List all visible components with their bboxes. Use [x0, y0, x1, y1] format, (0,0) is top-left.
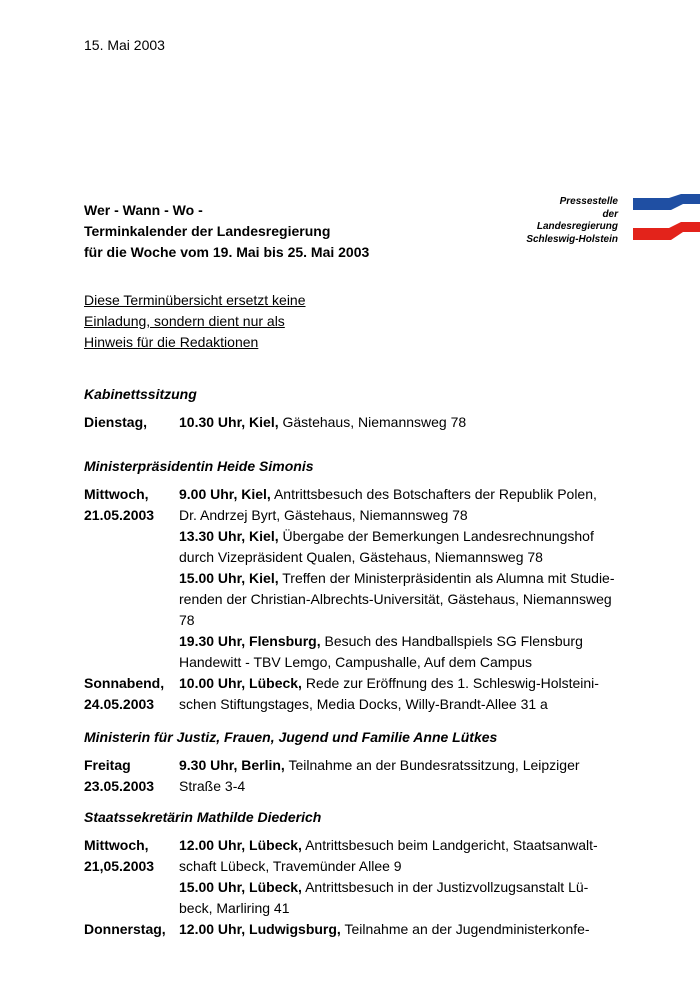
entry-time-place: 15.00 Uhr, Kiel,: [179, 570, 279, 586]
entry-line: [179, 526, 634, 547]
appointment-row: [84, 835, 644, 919]
entry-line: [179, 755, 634, 776]
entry-text: 78: [179, 612, 195, 628]
entry-line: [179, 547, 634, 568]
day-line: 24.05.2003: [84, 696, 155, 712]
entry-text: Gästehaus, Niemannsweg 78: [278, 414, 467, 430]
appointment-day: [84, 755, 179, 797]
day-line: Donnerstag,: [84, 921, 166, 937]
entry-time-place: 10.00 Uhr, Lübeck,: [179, 675, 302, 691]
title-line: für die Woche vom 19. Mai bis 25. Mai 2003: [84, 244, 370, 260]
appointment-day: [84, 484, 179, 526]
appointment-day: [84, 673, 179, 715]
appointment-row: [84, 412, 644, 433]
entry-line: [179, 835, 634, 856]
entry-time-place: 9.00 Uhr, Kiel,: [179, 486, 271, 502]
appointment-entries: [179, 412, 634, 433]
appointment-day: [84, 412, 179, 433]
flag-blue-stripe: [633, 194, 700, 210]
entry-time-place: 19.30 Uhr, Flensburg,: [179, 633, 321, 649]
entry-text: schen Stiftungstages, Media Docks, Willy-Brandt-Allee 31 a: [179, 696, 548, 712]
entry-text: Antrittsbesuch des Botschafters der Republik Polen,: [270, 486, 597, 502]
section-heading: Kabinettssitzung: [84, 386, 197, 402]
entry-line: [179, 694, 634, 715]
entry-time-place: 10.30 Uhr, Kiel,: [179, 414, 279, 430]
entry-text: Rede zur Eröffnung des 1. Schleswig-Holsteini-: [301, 675, 599, 691]
entry-text: Antrittsbesuch beim Landgericht, Staatsanwalt-: [301, 837, 598, 853]
appointment-entries: [179, 484, 634, 673]
document-date: 15. Mai 2003: [84, 37, 165, 53]
entry-text: renden der Christian-Albrechts-Universität, Gästehaus, Niemannsweg: [179, 591, 612, 607]
flag-red-stripe: [633, 222, 700, 240]
appointment-row: [84, 919, 644, 940]
entry-text: Teilnahme an der Jugendministerkonfe-: [340, 921, 590, 937]
entry-text: Teilnahme an der Bundesratssitzung, Leipziger: [284, 757, 580, 773]
entry-line: [179, 776, 634, 797]
entry-line: [179, 484, 634, 505]
entry-text: beck, Marliring 41: [179, 900, 290, 916]
appointment-row: [84, 673, 644, 715]
document-title: [84, 200, 369, 263]
section-heading: Staatssekretärin Mathilde Diederich: [84, 809, 322, 825]
appointment-entries: [179, 835, 634, 919]
entry-text: durch Vizepräsident Qualen, Gästehaus, Niemannsweg 78: [179, 549, 543, 565]
entry-line: [179, 589, 634, 610]
entry-line: [179, 856, 634, 877]
notice-line: Hinweis für die Redaktionen: [84, 334, 259, 350]
entry-line: [179, 673, 634, 694]
day-line: Dienstag,: [84, 414, 148, 430]
entry-line: [179, 919, 634, 940]
entry-line: [179, 652, 634, 673]
entry-time-place: 13.30 Uhr, Kiel,: [179, 528, 279, 544]
day-line: Sonnabend,: [84, 675, 165, 691]
state-flag-logo: [633, 194, 700, 244]
day-line: 23.05.2003: [84, 778, 155, 794]
day-line: Mittwoch,: [84, 837, 149, 853]
appointment-entries: [179, 919, 634, 940]
entry-text: schaft Lübeck, Travemünder Allee 9: [179, 858, 402, 874]
entry-line: [179, 568, 634, 589]
appointment-day: [84, 835, 179, 877]
day-line: Freitag: [84, 757, 131, 773]
appointment-row: [84, 755, 644, 797]
section-heading: Ministerin für Justiz, Frauen, Jugend und Familie Anne Lütkes: [84, 729, 498, 745]
title-line: Wer - Wann - Wo -: [84, 202, 203, 218]
appointment-row: [84, 484, 644, 673]
press-office-label: [526, 196, 618, 246]
day-line: 21,05.2003: [84, 858, 155, 874]
section-heading: Ministerpräsidentin Heide Simonis: [84, 458, 314, 474]
entry-time-place: 12.00 Uhr, Lübeck,: [179, 837, 302, 853]
appointment-day: [84, 919, 179, 940]
entry-line: [179, 898, 634, 919]
notice-line: Einladung, sondern dient nur als: [84, 313, 285, 329]
entry-text: Besuch des Handballspiels SG Flensburg: [320, 633, 583, 649]
entry-line: [179, 631, 634, 652]
entry-text: Dr. Andrzej Byrt, Gästehaus, Niemannsweg 78: [179, 507, 468, 523]
entry-line: [179, 610, 634, 631]
day-line: Mittwoch,: [84, 486, 149, 502]
editorial-notice: [84, 290, 306, 353]
logo-line: Schleswig-Holstein: [526, 233, 618, 245]
entry-time-place: 9.30 Uhr, Berlin,: [179, 757, 285, 773]
entry-text: Übergabe der Bemerkungen Landesrechnungshof: [278, 528, 594, 544]
entry-time-place: 12.00 Uhr, Ludwigsburg,: [179, 921, 341, 937]
logo-line: Landesregierung: [536, 221, 618, 232]
day-line: 21.05.2003: [84, 507, 155, 523]
entry-text: Antrittsbesuch in der Justizvollzugsanstalt Lü-: [301, 879, 589, 895]
logo-line: der: [602, 208, 618, 220]
entry-text: Handewitt - TBV Lemgo, Campushalle, Auf dem Campus: [179, 654, 533, 670]
entry-text: Straße 3-4: [179, 778, 246, 794]
entry-line: [179, 412, 634, 433]
entry-line: [179, 505, 634, 526]
entry-text: Treffen der Ministerpräsidentin als Alumna mit Studie-: [278, 570, 615, 586]
logo-line: Pressestelle: [559, 196, 618, 207]
appointment-entries: [179, 755, 634, 797]
entry-line: [179, 877, 634, 898]
title-line: Terminkalender der Landesregierung: [84, 223, 331, 239]
appointment-entries: [179, 673, 634, 715]
entry-time-place: 15.00 Uhr, Lübeck,: [179, 879, 302, 895]
notice-line: Diese Terminübersicht ersetzt keine: [84, 292, 306, 308]
